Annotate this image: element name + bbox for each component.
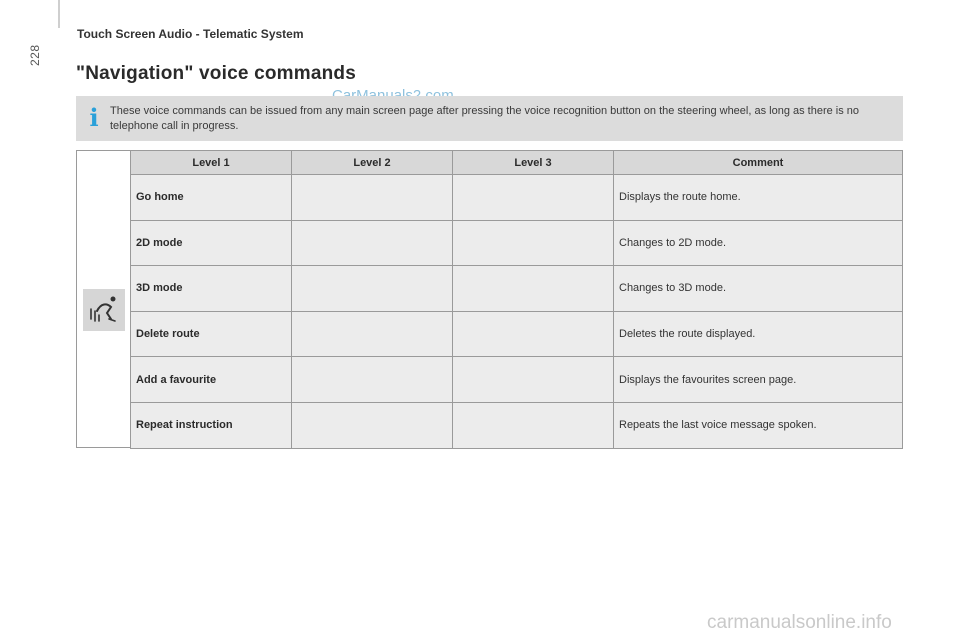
- header-comment: Comment: [614, 151, 903, 175]
- info-text: These voice commands can be issued from any main screen page after pressing the voice recognition button on the steering wheel, as long as there is no telephone call in progress.: [110, 105, 860, 132]
- voice-command-icon: [83, 289, 125, 331]
- cell-level-1: Delete route: [131, 311, 292, 357]
- cell-level-1: 3D mode: [131, 266, 292, 312]
- info-icon: i: [89, 103, 99, 132]
- side-rule: [58, 0, 60, 28]
- info-box: [76, 96, 903, 141]
- cell-level-3: [453, 175, 614, 221]
- table-row: [131, 175, 903, 221]
- header-level-2: Level 2: [292, 151, 453, 175]
- page-title: "Navigation" voice commands: [76, 63, 356, 84]
- table-row: [131, 220, 903, 266]
- table-header-row: [131, 151, 903, 175]
- voice-command-table: [76, 150, 903, 448]
- table-row: [131, 311, 903, 357]
- commands-table: [130, 150, 903, 449]
- table-row: [131, 357, 903, 403]
- cell-comment: Changes to 3D mode.: [614, 266, 903, 312]
- cell-comment: Changes to 2D mode.: [614, 220, 903, 266]
- table-row: [131, 266, 903, 312]
- cell-level-1: 2D mode: [131, 220, 292, 266]
- cell-level-2: [292, 266, 453, 312]
- section-header: Touch Screen Audio - Telematic System: [77, 27, 304, 41]
- cell-level-1: Add a favourite: [131, 357, 292, 403]
- cell-comment: Repeats the last voice message spoken.: [614, 402, 903, 448]
- cell-level-1: Go home: [131, 175, 292, 221]
- cell-level-2: [292, 402, 453, 448]
- cell-level-3: [453, 402, 614, 448]
- cell-level-3: [453, 266, 614, 312]
- watermark-bottom: carmanualsonline.info: [707, 612, 892, 633]
- cell-level-3: [453, 220, 614, 266]
- icon-column: [76, 150, 130, 448]
- cell-comment: Deletes the route displayed.: [614, 311, 903, 357]
- cell-level-2: [292, 220, 453, 266]
- table-row: [131, 402, 903, 448]
- cell-level-3: [453, 357, 614, 403]
- cell-comment: Displays the favourites screen page.: [614, 357, 903, 403]
- header-level-3: Level 3: [453, 151, 614, 175]
- cell-level-2: [292, 311, 453, 357]
- cell-comment: Displays the route home.: [614, 175, 903, 221]
- header-level-1: Level 1: [131, 151, 292, 175]
- cell-level-1: Repeat instruction: [131, 402, 292, 448]
- cell-level-2: [292, 175, 453, 221]
- cell-level-3: [453, 311, 614, 357]
- page-number: 228: [28, 44, 42, 66]
- cell-level-2: [292, 357, 453, 403]
